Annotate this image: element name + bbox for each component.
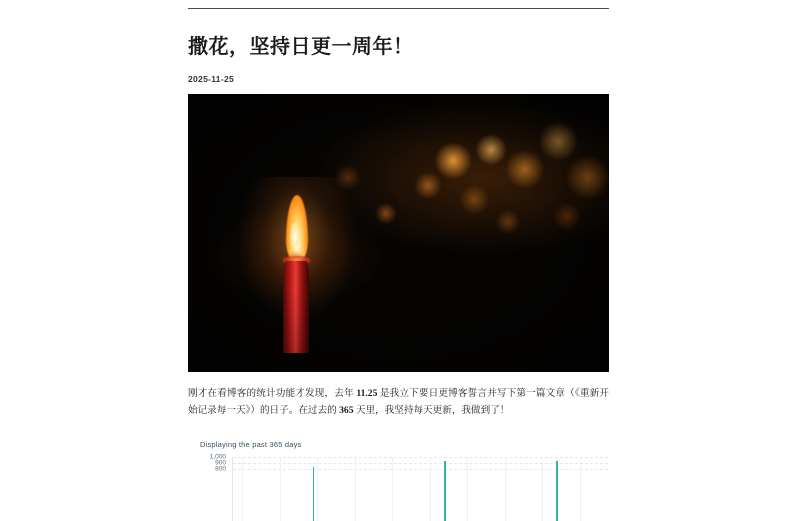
chart-bar[interactable] (444, 461, 446, 521)
chart-bar[interactable] (556, 461, 558, 520)
chart-vertical-gridline (430, 457, 431, 521)
chart-vertical-gridline (355, 457, 356, 521)
chart-gridline (233, 469, 608, 470)
chart-y-tick-label: 900 (215, 459, 226, 467)
chart-vertical-gridline (280, 457, 281, 521)
chart-vertical-gridline (505, 457, 506, 521)
chart-vertical-gridline (392, 457, 393, 521)
chart-y-tick-label: 800 (215, 465, 226, 473)
chart-y-tick-label: 1,000 (209, 453, 226, 461)
hero-image (188, 94, 609, 372)
article-paragraph: 刚才在看博客的统计功能才发现，去年 11.25 是我立下要日更博客誓言并写下第一篇文章（《重新开始记录每一天》）的日子。在过去的 365 天里，我坚持每天更新，我做到了！ (188, 388, 609, 416)
chart-vertical-gridline (542, 457, 543, 521)
chart-vertical-gridline (467, 457, 468, 521)
image-vignette (188, 94, 609, 372)
chart-bar[interactable] (313, 467, 315, 521)
chart-y-axis (192, 453, 232, 521)
chart-title: Displaying the past 365 days (200, 439, 302, 449)
page-title: 撒花，坚持日更一周年！ (188, 36, 414, 58)
chart-bars (232, 457, 608, 521)
post-date: 2025-11-25 (188, 74, 235, 84)
chart-gridline (233, 463, 608, 464)
chart-vertical-gridline (242, 457, 243, 521)
chart-gridline (233, 457, 608, 458)
chart-plot-area (192, 453, 608, 521)
article-content (188, 0, 609, 521)
chart-vertical-gridline (317, 457, 318, 521)
chart-vertical-gridline (580, 457, 581, 521)
stats-chart (192, 440, 608, 521)
